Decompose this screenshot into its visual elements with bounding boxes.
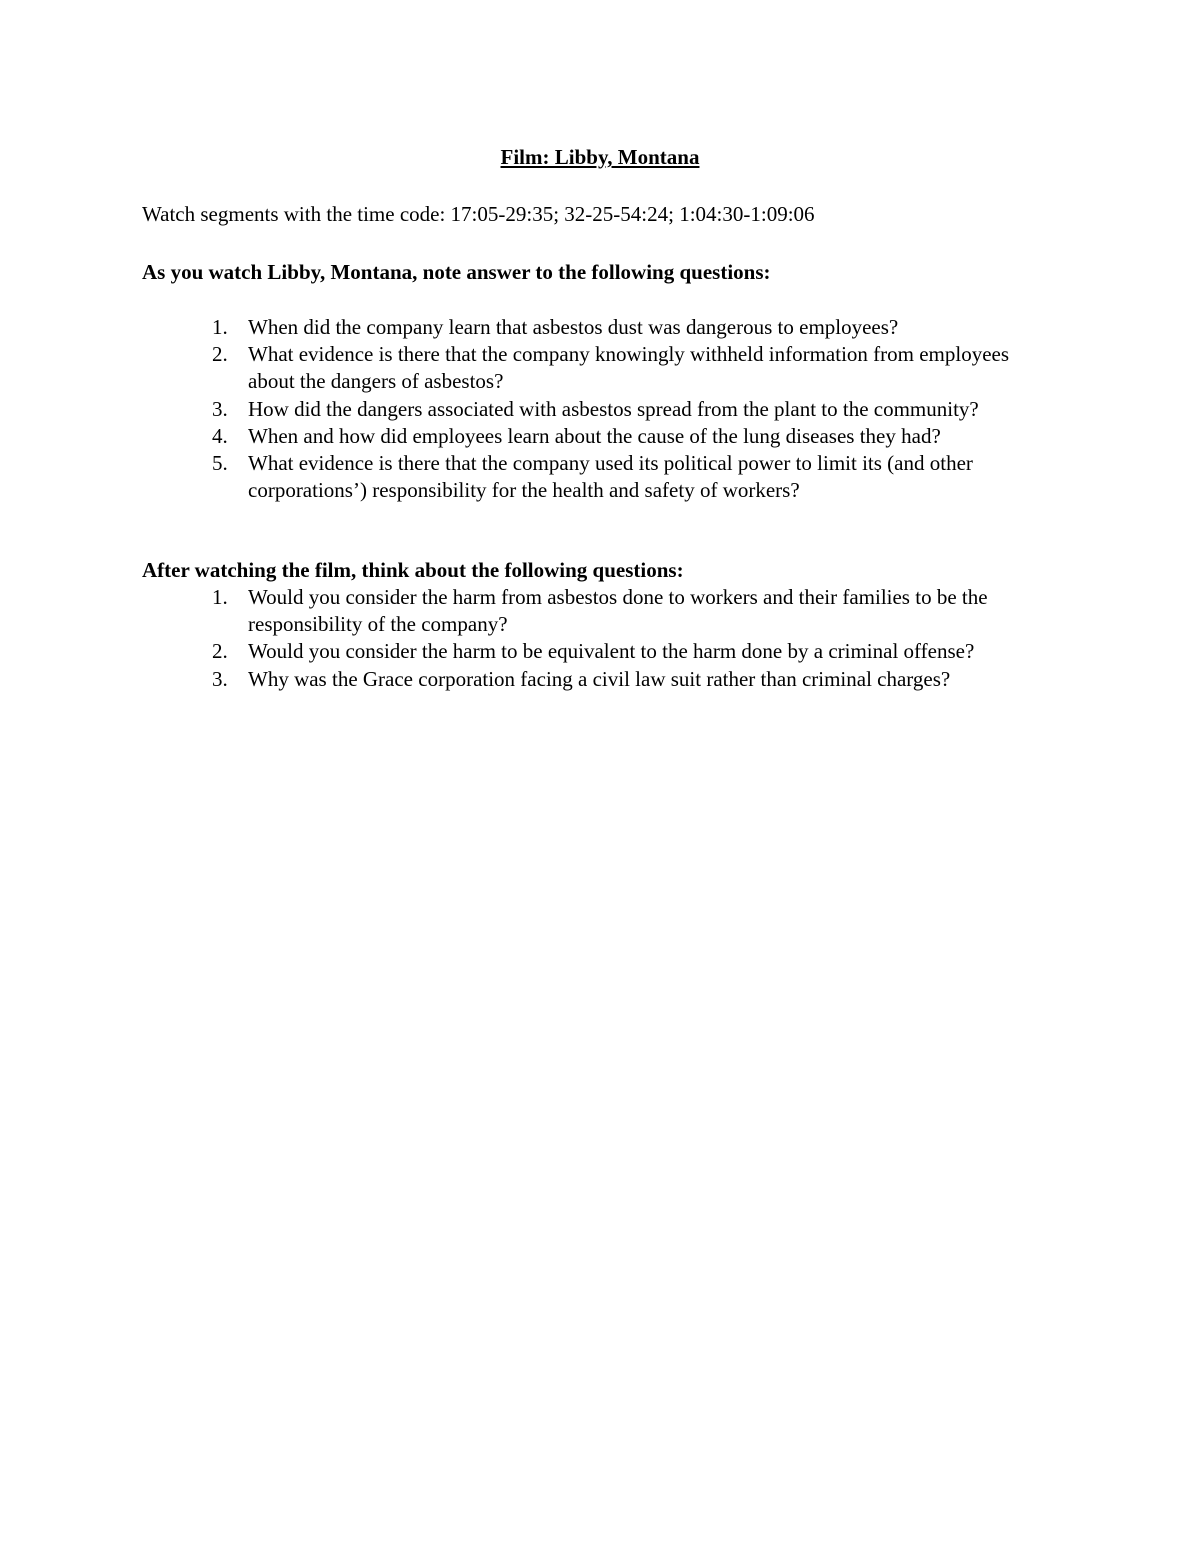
question-text: Why was the Grace corporation facing a civil law suit rather than criminal charges? — [248, 666, 951, 691]
after-film-heading: After watching the film, think about the following questions: — [142, 558, 684, 582]
question-text: When did the company learn that asbestos dust was dangerous to employees? — [248, 315, 899, 339]
watch-instructions: Watch segments with the time code: 17:05-29:35; 32-25-54:24; 1:04:30-1:09:06 — [142, 202, 815, 226]
question-item — [0, 450, 1058, 504]
question-item — [0, 341, 1058, 395]
question-number: 3. — [212, 396, 228, 421]
question-text: What evidence is there that the company knowingly withheld information from employees about the dangers of asbestos? — [248, 342, 1010, 394]
question-text: How did the dangers associated with asbestos spread from the plant to the community? — [248, 396, 979, 421]
question-item — [0, 638, 1058, 665]
question-number: 1. — [212, 315, 228, 339]
question-number: 1. — [212, 585, 228, 609]
during-film-heading: As you watch Libby, Montana, note answer to the following questions: — [142, 260, 771, 284]
question-item — [0, 423, 1058, 450]
after-film-question-list — [0, 584, 1200, 693]
question-number: 2. — [212, 639, 228, 664]
question-text: Would you consider the harm to be equivalent to the harm done by a criminal offense? — [248, 639, 975, 664]
question-text: When and how did employees learn about the cause of the lung diseases they had? — [248, 423, 941, 448]
question-item — [0, 396, 1058, 423]
question-text: What evidence is there that the company used its political power to limit its (and other corporations’) responsibility for the health and safety of workers? — [248, 451, 973, 503]
question-number: 5. — [212, 451, 228, 476]
question-number: 3. — [212, 666, 228, 691]
question-item — [0, 666, 1058, 693]
question-text: Would you consider the harm from asbestos done to workers and their families to be the responsibility of the company? — [248, 585, 988, 637]
during-film-question-list — [0, 314, 1200, 504]
question-item — [0, 584, 1058, 638]
question-item — [0, 314, 1058, 341]
question-number: 4. — [212, 423, 228, 448]
question-number: 2. — [212, 342, 228, 367]
document-title: Film: Libby, Montana — [500, 145, 700, 169]
